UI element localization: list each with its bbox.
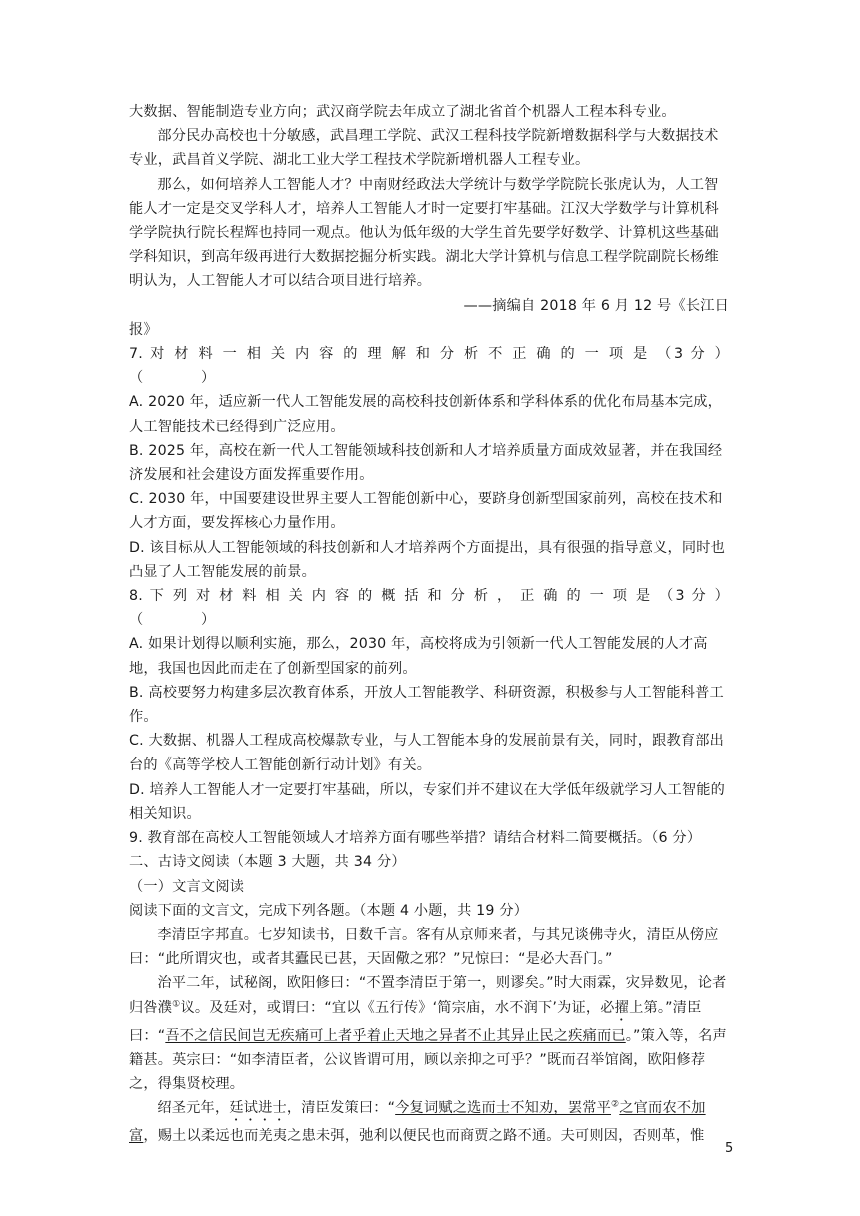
question-7-option-a: A. 2020 年，适应新一代人工智能发展的高校科技创新体系和学科体系的优化布局基本完成，人工智能技术已经得到广泛应用。 xyxy=(129,394,723,435)
instruction-text: 阅读下面的文言文，完成下列各题。（本题 4 小题，共 19 分） xyxy=(129,902,529,919)
text-run: 绍圣元年， xyxy=(157,1100,230,1117)
emphasis-dotted-word: 擢 xyxy=(614,999,630,1016)
question-7-option-d: D. 该目标从人工智能领域的科技创新和人才培养两个方面提出，具有很强的指导意义，同时也凸显了人工智能发展的前景。 xyxy=(129,539,726,580)
question-8-option-a: A. 如果计划得以顺利实施，那么，2030 年，高校将成为引领新一代人工智能发展的人才高地，我国也因此而走在了创新型国家的前列。 xyxy=(129,636,708,677)
question-8-blank: （ ） xyxy=(129,612,216,629)
source-citation: ——摘编自 2018 年 6 月 12 号《长江日 xyxy=(463,297,729,314)
paragraph: 那么，如何培养人工智能人才？中南财经政法大学统计与数学学院院长张虎认为，人工智能人才一定是交叉学科人才，培养人工智能人才时一定要打牢基础。江汉大学数学与计算机科学学院执行院长程辉也持同一观点。他认为低年级的大学生首先要学好数学、计算机这些基础学科知识，到高年级再进行大数据挖掘分析实践。湖北大学计算机与信息工程学院副院长杨维明认为，人工智能人才可以结合项目进行培养。 xyxy=(129,176,719,290)
underlined-passage: 今复词赋之选而士不知劝，罢常平 xyxy=(395,1100,611,1117)
classical-paragraph-2 xyxy=(129,971,729,1096)
text-run: 。”策入等，名声籍甚。英宗曰：“如李清臣者，公议皆谓可用，顾以亲抑之可乎？”既而召举馆阁，欧阳修荐之，得集贤校理。 xyxy=(129,1027,727,1092)
question-7-stem: 7. 对 材 料 一 相 关 内 容 的 理 解 和 分 析 不 正 确 的 一 项 是 （3 分 ） xyxy=(129,346,729,363)
footnote-marker: ② xyxy=(611,1099,620,1110)
page-number: 5 xyxy=(725,1141,734,1156)
question-7-blank: （ ） xyxy=(129,370,216,387)
underlined-passage: 吾不之信民间岂无疾痛可上者乎着止天地之异者不止其异止民之疾痛而已 xyxy=(165,1027,626,1044)
paragraph: 部分民办高校也十分敏感，武昌理工学院、武汉工程科技学院新增数据科学与大数据技术专业，武昌首义学院、湖北工业大学工程技术学院新增机器人工程专业。 xyxy=(129,128,719,169)
question-7-option-c: C. 2030 年，中国要建设世界主要人工智能创新中心，要跻身创新型国家前列，高校在技术和人才方面，要发挥核心力量作用。 xyxy=(129,491,723,532)
paragraph: 大数据、智能制造专业方向；武汉商学院去年成立了湖北省首个机器人工程本科专业。 xyxy=(129,104,676,120)
underlined-passage: 之官而农不加富 xyxy=(129,1100,706,1145)
text-run: ，清臣发策曰：“ xyxy=(286,1100,396,1117)
question-8-option-c: C. 大数据、机器人工程成高校爆款专业，与人工智能本身的发展前景有关，同时，跟教育部出台的《高等学校人工智能创新行动计划》有关。 xyxy=(129,733,725,774)
question-8-option-b: B. 高校要努力构建多层次教育体系，开放人工智能教学、科研资源，积极参与人工智能科普工作。 xyxy=(129,684,724,726)
section-heading: 二、古诗文阅读（本题 3 大题，共 34 分） xyxy=(129,854,406,871)
subsection-heading: （一）文言文阅读 xyxy=(129,878,245,895)
question-7-option-b: B. 2025 年，高校在新一代人工智能领域科技创新和人才培养质量方面成效显著，并在我国经济发展和社会建设方面发挥重要作用。 xyxy=(129,442,723,484)
question-8-option-d: D. 培养人工智能人才一定要打牢基础，所以，专家们并不建议在大学低年级就学习人工智能的相关知识。 xyxy=(129,781,726,822)
text-run: ，赐土以柔远也而羌夷之患未弭，弛利以便民也而商贾之路不通。夫可则因，否则革，惟 xyxy=(143,1128,705,1145)
footnote-marker: ① xyxy=(172,998,181,1009)
question-8-stem: 8. 下 列 对 材 料 相 关 内 容 的 概 括 和 分 析 ， 正 确 的 一 项 是 （3 分 ） xyxy=(129,588,729,605)
text-run: 议。及廷对，或谓曰：“宜以《五行传》‘简宗庙，水不润下’为证，必 xyxy=(180,999,615,1016)
source-citation-tail: 报》 xyxy=(129,321,158,338)
emphasis-dotted-word: 廷试进士 xyxy=(229,1100,287,1117)
classical-paragraph-1: 李清臣字邦直。七岁知读书，日数千言。客有从京师来者，与其兄谈佛寺火，清臣从傍应曰：“此所谓灾也，或者其蠹民已甚，天固儆之邪？”兄惊曰：“是必大吾门。” xyxy=(129,926,719,968)
document-body xyxy=(129,100,729,1148)
text-run: 治平二年，试秘阁，欧阳修曰：“不置李清臣于第一，则谬矣。”时大雨霖，灾异数见，论者归咎濮 xyxy=(129,975,727,1016)
classical-paragraph-3 xyxy=(129,1096,729,1148)
text-run: 上第。”清臣曰：“ xyxy=(129,999,702,1044)
question-9: 9. 教育部在高校人工智能领域人才培养方面有哪些举措？请结合材料二简要概括。（6 分） xyxy=(129,830,702,847)
